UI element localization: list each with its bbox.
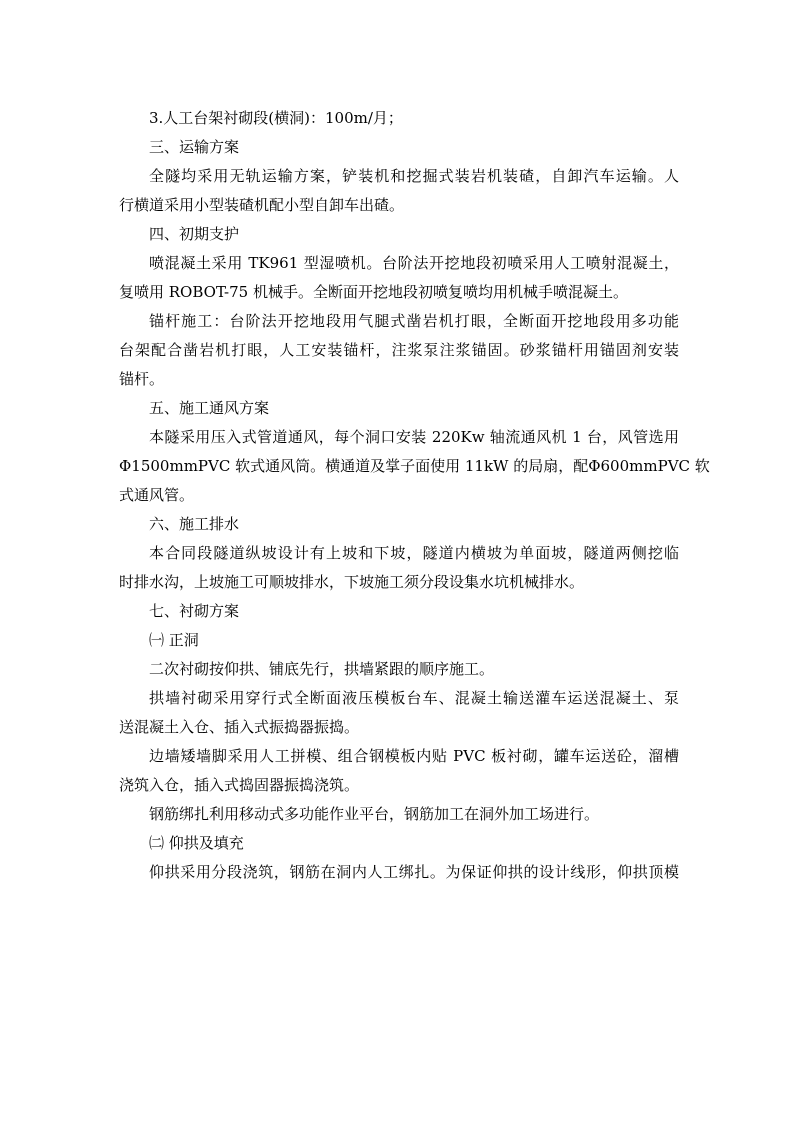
paragraph-line: 复喷用 ROBOT-75 机械手。全断面开挖地段初喷复喷均用机械手喷混凝土。 — [119, 283, 628, 301]
section-heading-transport: 三、运输方案 — [149, 138, 240, 156]
section-heading-drainage: 六、施工排水 — [149, 515, 240, 533]
paragraph-line: 行横道采用小型装碴机配小型自卸车出碴。 — [119, 196, 405, 214]
paragraph-line: 式通风管。 — [119, 486, 195, 504]
paragraph-line: 浇筑入仓，插入式捣固器振捣浇筑。 — [119, 776, 360, 794]
paragraph-line: 锚杆。 — [119, 370, 165, 388]
paragraph-line: 喷混凝土采用 TK961 型湿喷机。台阶法开挖地段初喷采用人工喷射混凝土， — [149, 254, 679, 272]
paragraph-line: 本合同段隧道纵坡设计有上坡和下坡，隧道内横坡为单面坡，隧道两侧挖临 — [149, 544, 679, 562]
paragraph-line: 仰拱采用分段浇筑，钢筋在洞内人工绑扎。为保证仰拱的设计线形，仰拱顶模 — [149, 863, 679, 881]
paragraph-line: 拱墙衬砌采用穿行式全断面液压模板台车、混凝土输送灌车运送混凝土、泵 — [149, 689, 679, 707]
paragraph-line: Φ1500mmPVC 软式通风筒。横通道及掌子面使用 11kW 的局扇，配Φ600mmPVC 软 — [119, 457, 710, 475]
paragraph-line: 本隧采用压入式管道通风，每个洞口安装 220Kw 轴流通风机 1 台，风管选用 — [149, 428, 679, 446]
section-heading-ventilation: 五、施工通风方案 — [149, 399, 270, 417]
section-heading-initial-support: 四、初期支护 — [149, 225, 240, 243]
paragraph-line: 时排水沟，上坡施工可顺坡排水，下坡施工须分段设集水坑机械排水。 — [119, 573, 585, 591]
subsection-heading-main-tunnel: ㈠ 正洞 — [149, 631, 199, 649]
list-item-lining-rate: 3.人工台架衬砌段(横洞)：100m/月； — [149, 109, 403, 127]
paragraph-line: 钢筋绑扎利用移动式多功能作业平台，钢筋加工在洞外加工场进行。 — [149, 805, 600, 823]
paragraph-line: 全隧均采用无轨运输方案，铲装机和挖掘式装岩机装碴，自卸汽车运输。人 — [149, 167, 679, 185]
paragraph-line: 锚杆施工：台阶法开挖地段用气腿式凿岩机打眼，全断面开挖地段用多功能 — [149, 312, 679, 330]
paragraph-line: 台架配合凿岩机打眼，人工安装锚杆，注浆泵注浆锚固。砂浆锚杆用锚固剂安装 — [119, 341, 679, 359]
paragraph-line: 送混凝土入仓、插入式振捣器振捣。 — [119, 718, 360, 736]
paragraph-line: 二次衬砌按仰拱、铺底先行，拱墙紧跟的顺序施工。 — [149, 660, 495, 678]
section-heading-lining: 七、衬砌方案 — [149, 602, 240, 620]
document-body — [119, 104, 710, 887]
paragraph-line: 边墙矮墙脚采用人工拼模、组合钢模板内贴 PVC 板衬砌，罐车运送砼，溜槽 — [149, 747, 679, 765]
subsection-heading-invert: ㈡ 仰拱及填充 — [149, 834, 244, 852]
